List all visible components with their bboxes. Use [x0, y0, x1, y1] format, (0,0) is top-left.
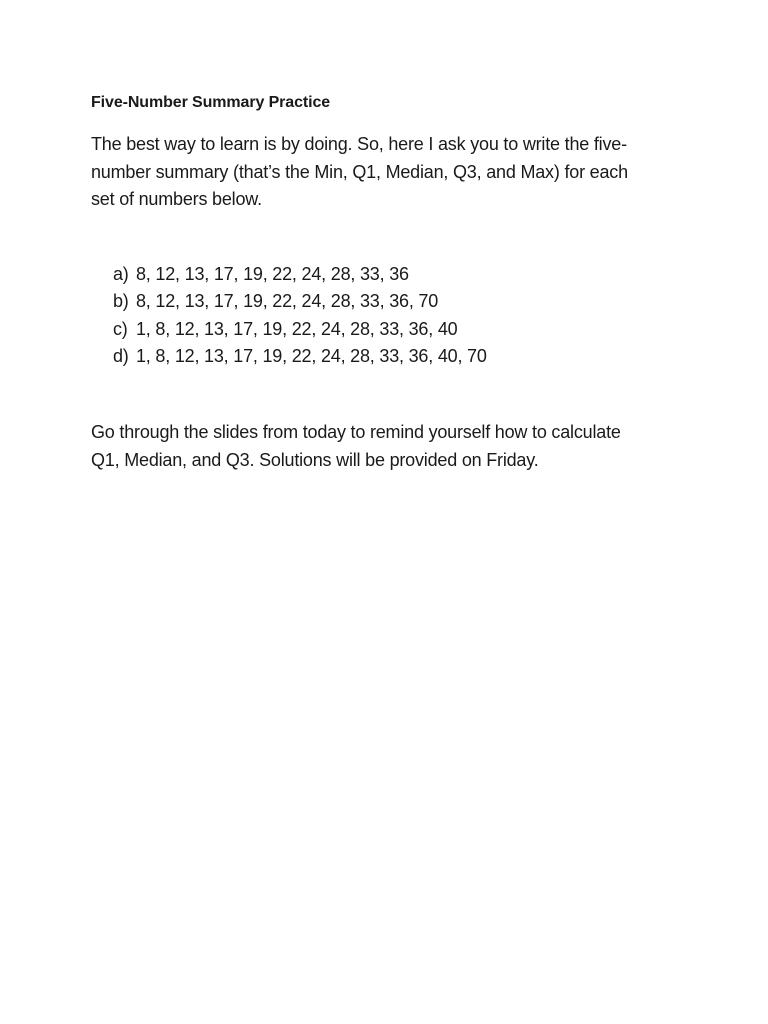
exercise-values: 1, 8, 12, 13, 17, 19, 22, 24, 28, 33, 36, 40, 70 — [136, 345, 487, 366]
exercise-values: 8, 12, 13, 17, 19, 22, 24, 28, 33, 36 — [136, 264, 409, 284]
intro-paragraph — [91, 131, 671, 214]
exercise-marker: c) — [113, 318, 128, 339]
page-title: Five-Number Summary Practice — [91, 94, 331, 111]
closing-line: Go through the slides from today to remind yourself how to calculate — [91, 422, 621, 442]
exercise-item — [113, 316, 487, 343]
exercise-item — [113, 343, 487, 370]
exercise-values: 8, 12, 13, 17, 19, 22, 24, 28, 33, 36, 70 — [136, 291, 439, 312]
intro-line: The best way to learn is by doing. So, here I ask you to write the five- — [91, 134, 627, 154]
exercise-marker: d) — [113, 345, 129, 366]
exercise-list — [113, 261, 487, 370]
exercise-marker: b) — [113, 291, 129, 312]
exercise-values: 1, 8, 12, 13, 17, 19, 22, 24, 28, 33, 36, 40 — [136, 318, 458, 339]
closing-paragraph — [91, 419, 691, 474]
exercise-item — [113, 288, 487, 315]
intro-line: number summary (that’s the Min, Q1, Median, Q3, and Max) for each — [91, 161, 628, 182]
exercise-item — [113, 261, 487, 288]
intro-line: set of numbers below. — [91, 189, 262, 209]
exercise-marker: a) — [113, 264, 129, 284]
closing-line: Q1, Median, and Q3. Solutions will be provided on Friday. — [91, 449, 539, 470]
